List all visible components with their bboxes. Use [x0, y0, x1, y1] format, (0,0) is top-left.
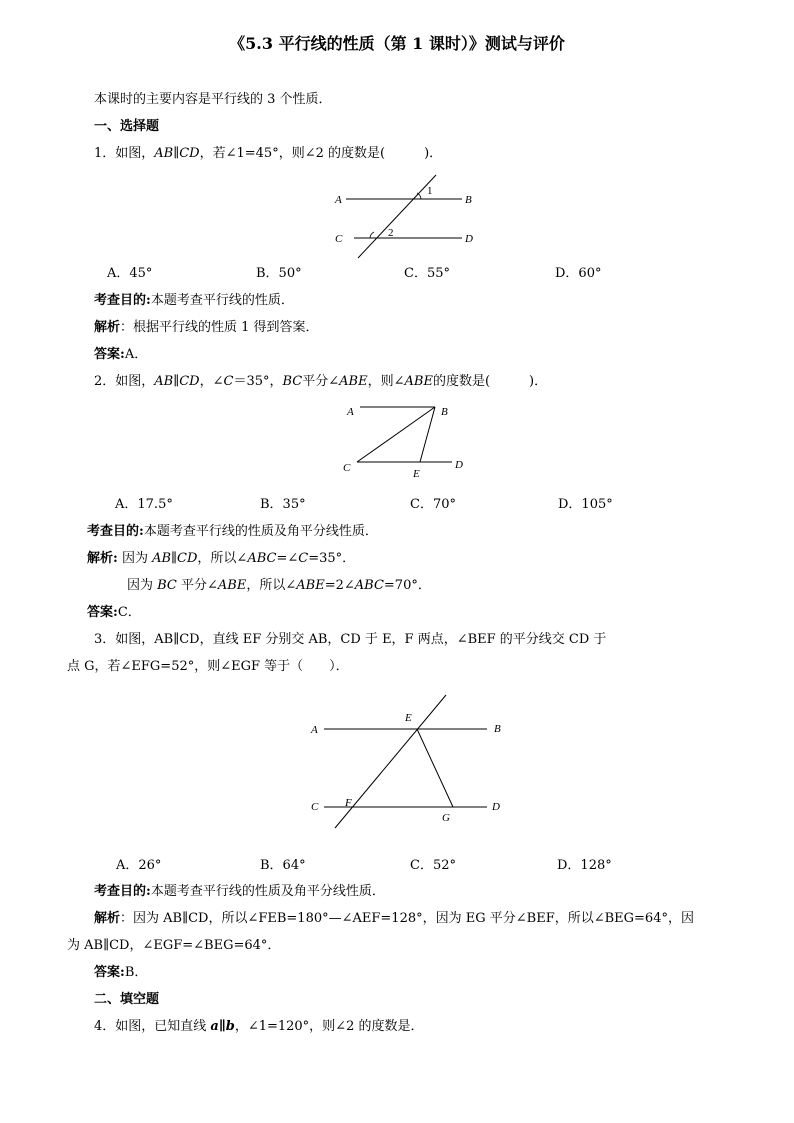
q3-label-B: B [494, 723, 501, 735]
q1-label-A: A [335, 194, 342, 206]
q3-option-c: C．52° [410, 858, 456, 873]
q2-stem: 2．如图，AB∥CD，∠C＝35°，BC平分∠ABE，则∠ABE的度数是( )． [94, 374, 548, 389]
q1-label-D: D [465, 233, 473, 245]
q3-figure [305, 692, 510, 837]
q3-label-C: C [311, 801, 319, 813]
q3-label-F: F [345, 797, 352, 809]
q2-figure [340, 398, 480, 483]
q3-answer: 答案:B． [94, 965, 148, 980]
q3-label-E: E [405, 712, 412, 724]
q3-label-D: D [492, 801, 500, 813]
q3-analysis-line2: 为 AB∥CD，∠EGF=∠BEG=64°． [67, 938, 281, 953]
q2-label-D: D [455, 459, 463, 471]
q1-option-c: C．55° [404, 266, 450, 281]
q1-answer: 答案:A． [94, 347, 148, 362]
q1-label-2: 2 [388, 227, 394, 239]
q2-option-d: D．105° [558, 497, 613, 512]
q1-label-C: C [335, 233, 343, 245]
q4-stem: 4．如图，已知直线 a∥b，∠1=120°，则∠2 的度数是． [94, 1019, 424, 1034]
q1-option-a: A．45° [107, 266, 153, 281]
q2-option-a: A．17.5° [115, 497, 173, 512]
intro-text: 本课时的主要内容是平行线的 3 个性质． [94, 92, 332, 107]
q3-stem-line1: 3．如图，AB∥CD，直线 EF 分别交 AB，CD 于 E，F 两点，∠BEF 的平分线交 CD 于 [94, 632, 607, 647]
q3-option-a: A．26° [116, 858, 162, 873]
q2-label-C: C [343, 462, 351, 474]
q2-analysis-line1: 解析: 因为 AB∥CD，所以∠ABC=∠C=35°． [87, 551, 356, 566]
section-fill-heading: 二、填空题 [94, 992, 160, 1007]
q3-label-A: A [311, 724, 318, 736]
q1-stem: 1．如图，AB∥CD，若∠1=45°，则∠2 的度数是( )． [94, 146, 443, 161]
q2-label-B: B [441, 406, 448, 418]
q2-option-c: C．70° [410, 497, 456, 512]
q2-purpose: 考查目的:本题考查平行线的性质及角平分线性质． [87, 524, 378, 539]
q1-label-B: B [465, 194, 472, 206]
q2-option-b: B．35° [260, 497, 306, 512]
q3-purpose: 考查目的:本题考查平行线的性质及角平分线性质． [94, 884, 385, 899]
page-title: 《5.3 平行线的性质（第 1 课时）》测试与评价 [229, 34, 565, 53]
q2-label-E: E [413, 468, 420, 480]
q1-purpose: 考查目的:本题考查平行线的性质． [94, 293, 294, 308]
q3-stem-line2: 点 G，若∠EFG=52°，则∠EGF 等于（ ）． [67, 659, 349, 674]
q3-label-G: G [442, 812, 450, 824]
q2-answer: 答案:C． [87, 605, 141, 620]
q1-figure [330, 172, 480, 252]
q1-option-d: D．60° [555, 266, 602, 281]
q1-option-b: B．50° [256, 266, 302, 281]
q1-analysis: 解析：根据平行线的性质 1 得到答案． [94, 320, 319, 335]
section-choice-heading: 一、选择题 [94, 119, 160, 134]
q3-option-b: B．64° [260, 858, 306, 873]
q2-label-A: A [347, 406, 354, 418]
q3-option-d: D．128° [557, 858, 612, 873]
q1-label-1: 1 [427, 185, 433, 197]
q2-analysis-line2: 因为 BC 平分∠ABE，所以∠ABE=2∠ABC=70°． [127, 578, 431, 593]
q3-analysis-line1: 解析：因为 AB∥CD，所以∠FEB=180°—∠AEF=128°，因为 EG 平分∠BEF，所以∠BEG=64°，因 [94, 911, 694, 926]
